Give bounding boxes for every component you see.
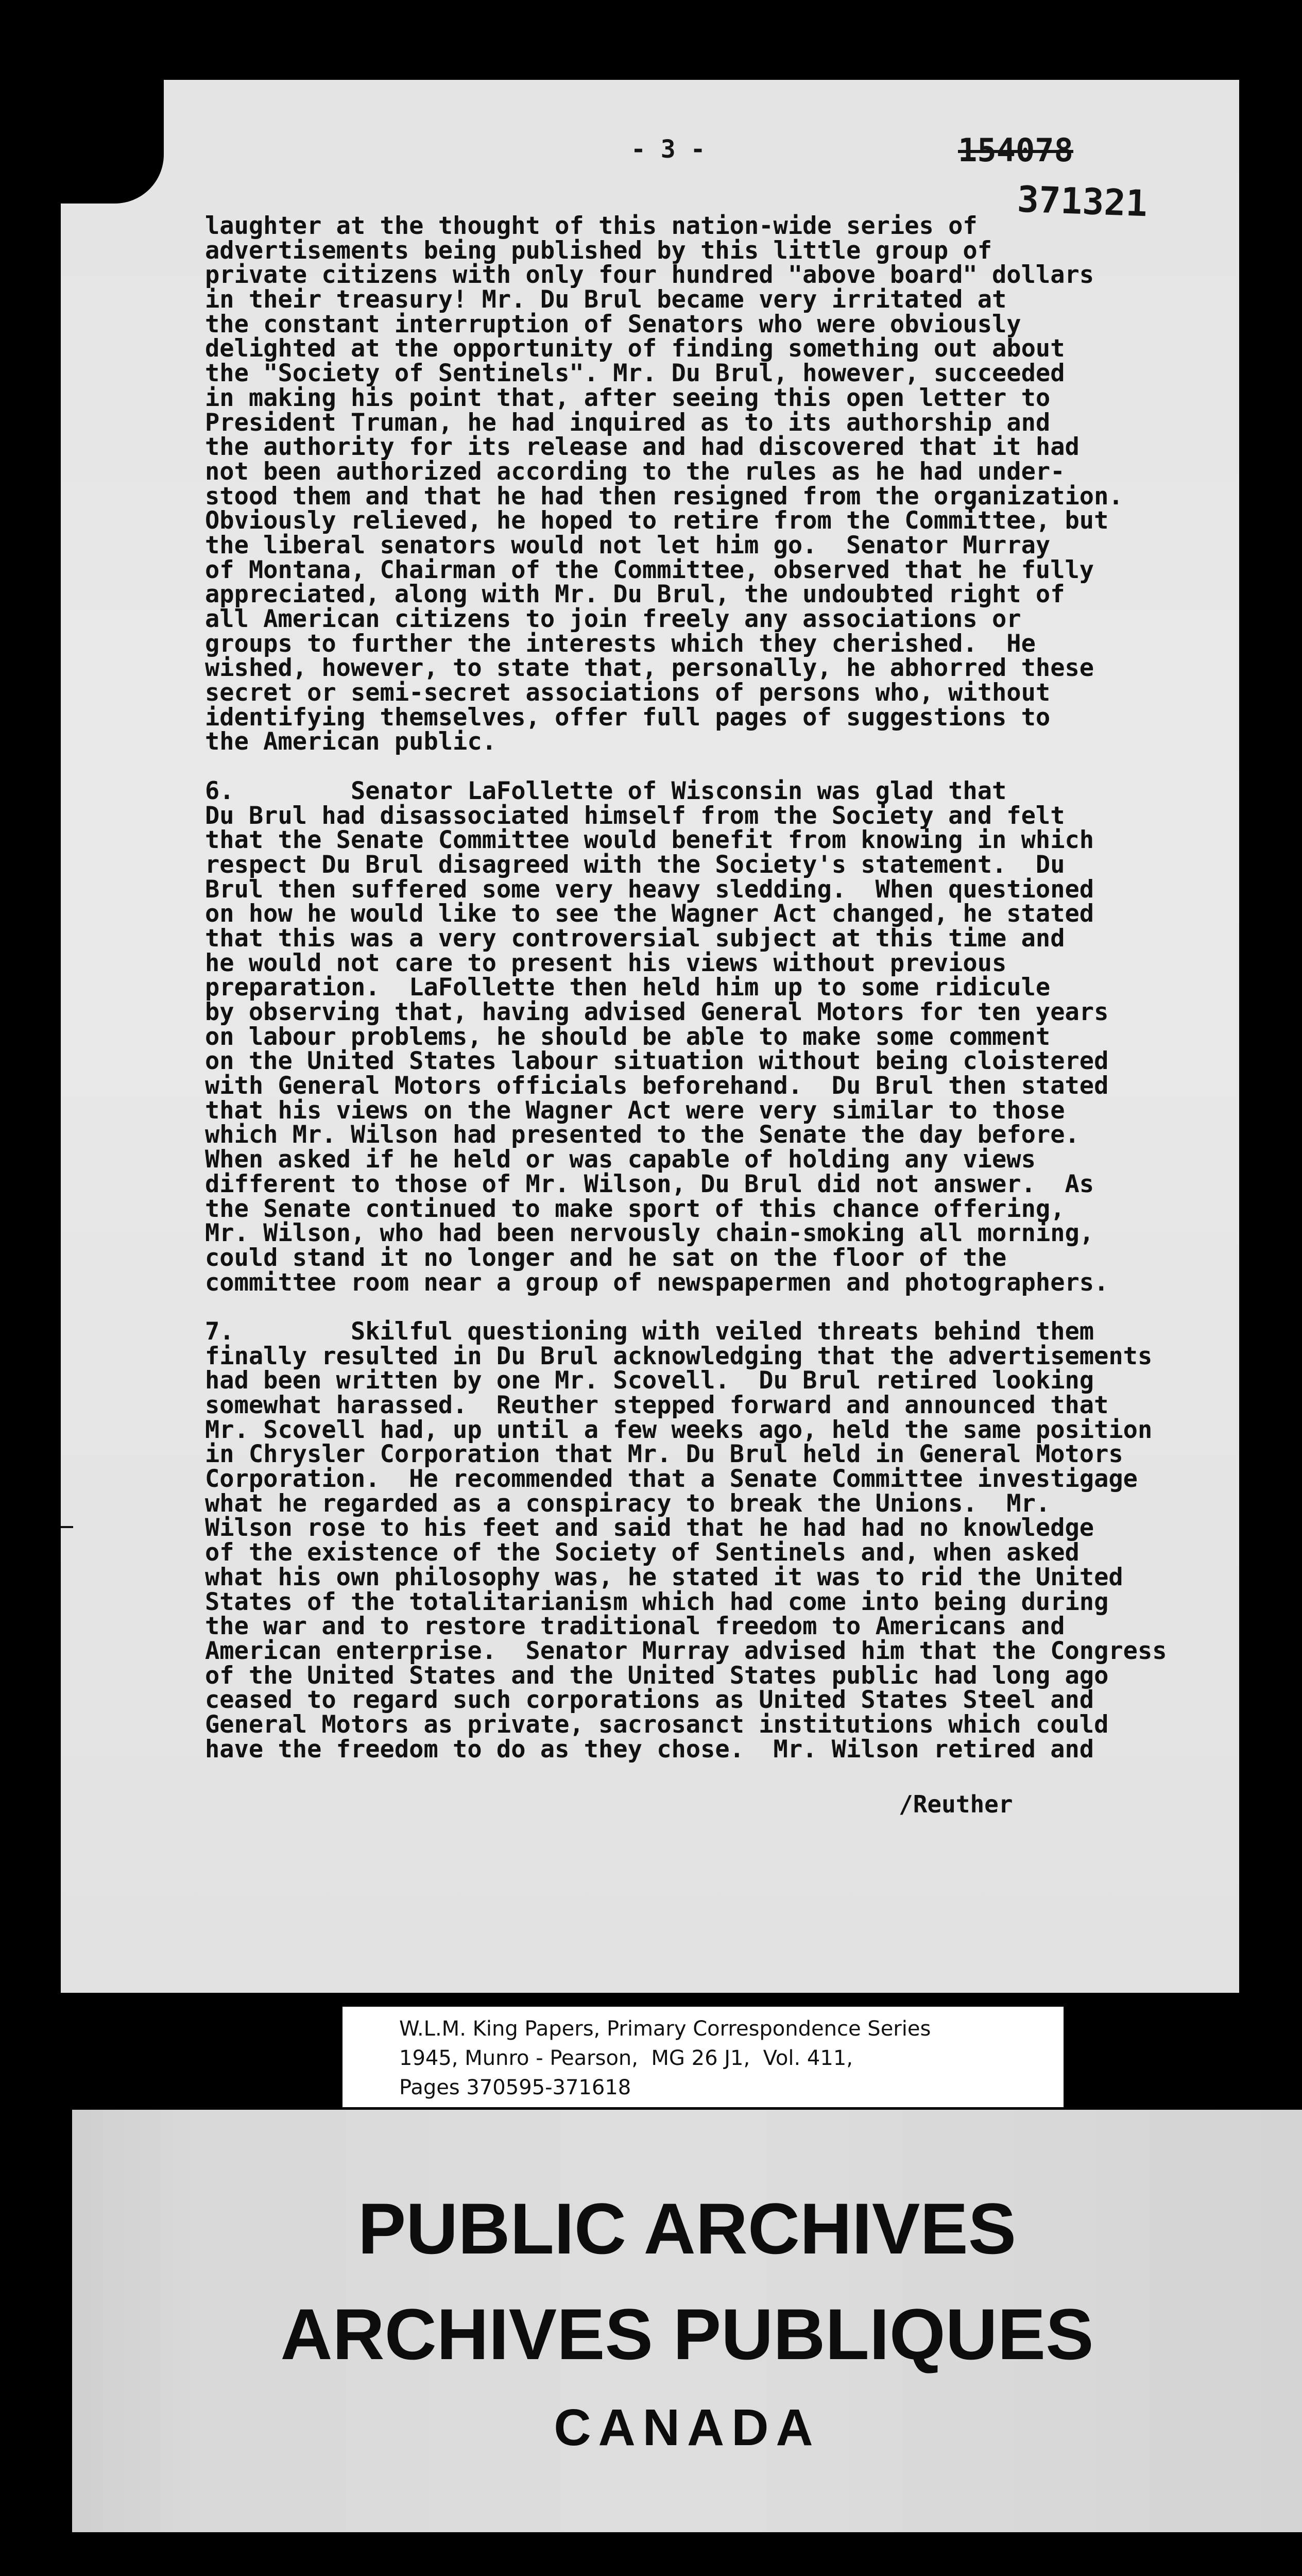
body-line: General Motors as private, sacrosanct institutions which could: [205, 1710, 1109, 1739]
body-line: on the United States labour situation without being cloistered: [205, 1047, 1109, 1076]
body-line: stood them and that he had then resigned from the organization.: [205, 482, 1123, 511]
body-line: Mr. Scovell had, up until a few weeks ago, held the same position: [205, 1415, 1153, 1444]
body-line: 7. Skilful questioning with veiled threats behind them: [205, 1317, 1094, 1346]
body-line: Mr. Wilson, who had been nervously chain-smoking all morning,: [205, 1219, 1094, 1248]
body-line: delighted at the opportunity of finding something out about: [205, 334, 1065, 363]
body-line: the constant interruption of Senators who were obviously: [205, 310, 1021, 338]
body-line: secret or semi-secret associations of persons who, without: [205, 679, 1051, 707]
body-line: the Senate continued to make sport of this chance offering,: [205, 1194, 1065, 1223]
body-line: respect Du Brul disagreed with the Society's statement. Du: [205, 850, 1065, 879]
body-line: of the existence of the Society of Sentinels and, when asked: [205, 1538, 1080, 1567]
body-line: in their treasury! Mr. Du Brul became very irritated at: [205, 285, 1007, 314]
archive-reference-label: [342, 2007, 1064, 2107]
body-line: in making his point that, after seeing this open letter to: [205, 383, 1051, 412]
body-line: of the United States and the United States public had long ago: [205, 1661, 1109, 1690]
body-line: the American public.: [205, 727, 496, 756]
body-line: Wilson rose to his feet and said that he had had no knowledge: [205, 1514, 1094, 1543]
folio-number: 371321: [1016, 178, 1149, 225]
archives-stamp: [72, 2110, 1302, 2532]
body-line: which Mr. Wilson had presented to the Senate the day before.: [205, 1121, 1080, 1149]
body-line: committee room near a group of newspapermen and photographers.: [205, 1268, 1109, 1297]
body-line: wished, however, to state that, personally, he abhorred these: [205, 654, 1094, 683]
body-line: groups to further the interests which they cherished. He: [205, 629, 1036, 658]
body-line: had been written by one Mr. Scovell. Du Brul retired looking: [205, 1366, 1094, 1395]
body-line: that his views on the Wagner Act were very similar to those: [205, 1096, 1065, 1125]
body-line: with General Motors officials beforehand. Du Brul then stated: [205, 1072, 1109, 1100]
stamp-line-1: PUBLIC ARCHIVES: [357, 2188, 1017, 2269]
body-line: 6. Senator LaFollette of Wisconsin was glad that: [205, 776, 1007, 805]
body-line: different to those of Mr. Wilson, Du Brul did not answer. As: [205, 1170, 1094, 1198]
body-line: advertisements being published by this little group of: [205, 236, 992, 265]
body-line: of Montana, Chairman of the Committee, observed that he fully: [205, 555, 1094, 584]
page-number: - 3 -: [631, 135, 706, 164]
paragraph-break: [205, 1295, 1194, 1319]
body-line: Du Brul had disassociated himself from the Society and felt: [205, 801, 1065, 830]
body-line: the authority for its release and had discovered that it had: [205, 433, 1080, 462]
body-line: appreciated, along with Mr. Du Brul, the undoubted right of: [205, 580, 1065, 609]
body-line: finally resulted in Du Brul acknowledging that the advertisements: [205, 1342, 1153, 1370]
body-line: States of the totalitarianism which had come into being during: [205, 1587, 1109, 1616]
body-line: that the Senate Committee would benefit from knowing in which: [205, 826, 1094, 855]
body-line: laughter at the thought of this nation-wide series of: [205, 212, 978, 240]
ink-blot: [61, 80, 164, 204]
stamp-line-3: CANADA: [554, 2399, 820, 2456]
letter-body: [205, 212, 1194, 1764]
body-line: what he regarded as a conspiracy to break the Unions. Mr.: [205, 1489, 1051, 1518]
archive-label-line-2: 1945, Munro - Pearson, MG 26 J1, Vol. 411,: [399, 2046, 853, 2070]
body-line: Obviously relieved, he hoped to retire from the Committee, but: [205, 506, 1109, 535]
body-line: the "Society of Sentinels". Mr. Du Brul, however, succeeded: [205, 359, 1065, 388]
archive-label-line-3: Pages 370595-371618: [399, 2076, 631, 2099]
body-line: that this was a very controversial subject at this time and: [205, 924, 1065, 953]
body-line: by observing that, having advised General Motors for ten years: [205, 998, 1109, 1026]
body-line: preparation. LaFollette then held him up to some ridicule: [205, 973, 1051, 1002]
body-line: Brul then suffered some very heavy sledding. When questioned: [205, 875, 1094, 904]
paragraph-break: [205, 754, 1194, 779]
body-line: what his own philosophy was, he stated it was to rid the United: [205, 1563, 1123, 1591]
continuation-signoff: /Reuther: [899, 1790, 1013, 1818]
body-line: on how he would like to see the Wagner Act changed, he stated: [205, 900, 1094, 928]
body-line: ceased to regard such corporations as United States Steel and: [205, 1686, 1094, 1715]
body-line: Corporation. He recommended that a Senate Committee investigage: [205, 1465, 1138, 1494]
body-line: on labour problems, he should be able to make some comment: [205, 1022, 1051, 1051]
body-line: When asked if he held or was capable of holding any views: [205, 1145, 1036, 1174]
body-line: President Truman, he had inquired as to its authorship and: [205, 408, 1051, 437]
body-line: all American citizens to join freely any associations or: [205, 605, 1021, 633]
body-line: could stand it no longer and he sat on the floor of the: [205, 1243, 1007, 1272]
margin-mark: [61, 1526, 73, 1528]
body-line: American enterprise. Senator Murray advised him that the Congress: [205, 1636, 1167, 1665]
body-line: the war and to restore traditional freedom to Americans and: [205, 1612, 1065, 1641]
body-line: the liberal senators would not let him go. Senator Murray: [205, 531, 1051, 560]
struck-folio-number: 154078: [958, 131, 1073, 169]
archive-label-line-1: W.L.M. King Papers, Primary Correspondence Series: [399, 2017, 931, 2041]
body-line: he would not care to present his views without previous: [205, 948, 1007, 977]
body-line: private citizens with only four hundred "above board" dollars: [205, 261, 1094, 290]
body-line: not been authorized according to the rules as he had under-: [205, 457, 1065, 486]
stamp-line-2: ARCHIVES PUBLIQUES: [280, 2294, 1094, 2375]
body-line: identifying themselves, offer full pages of suggestions to: [205, 703, 1051, 732]
body-line: in Chrysler Corporation that Mr. Du Brul held in General Motors: [205, 1440, 1123, 1469]
body-line: somewhat harassed. Reuther stepped forward and announced that: [205, 1391, 1109, 1419]
body-line: have the freedom to do as they chose. Mr. Wilson retired and: [205, 1735, 1094, 1764]
